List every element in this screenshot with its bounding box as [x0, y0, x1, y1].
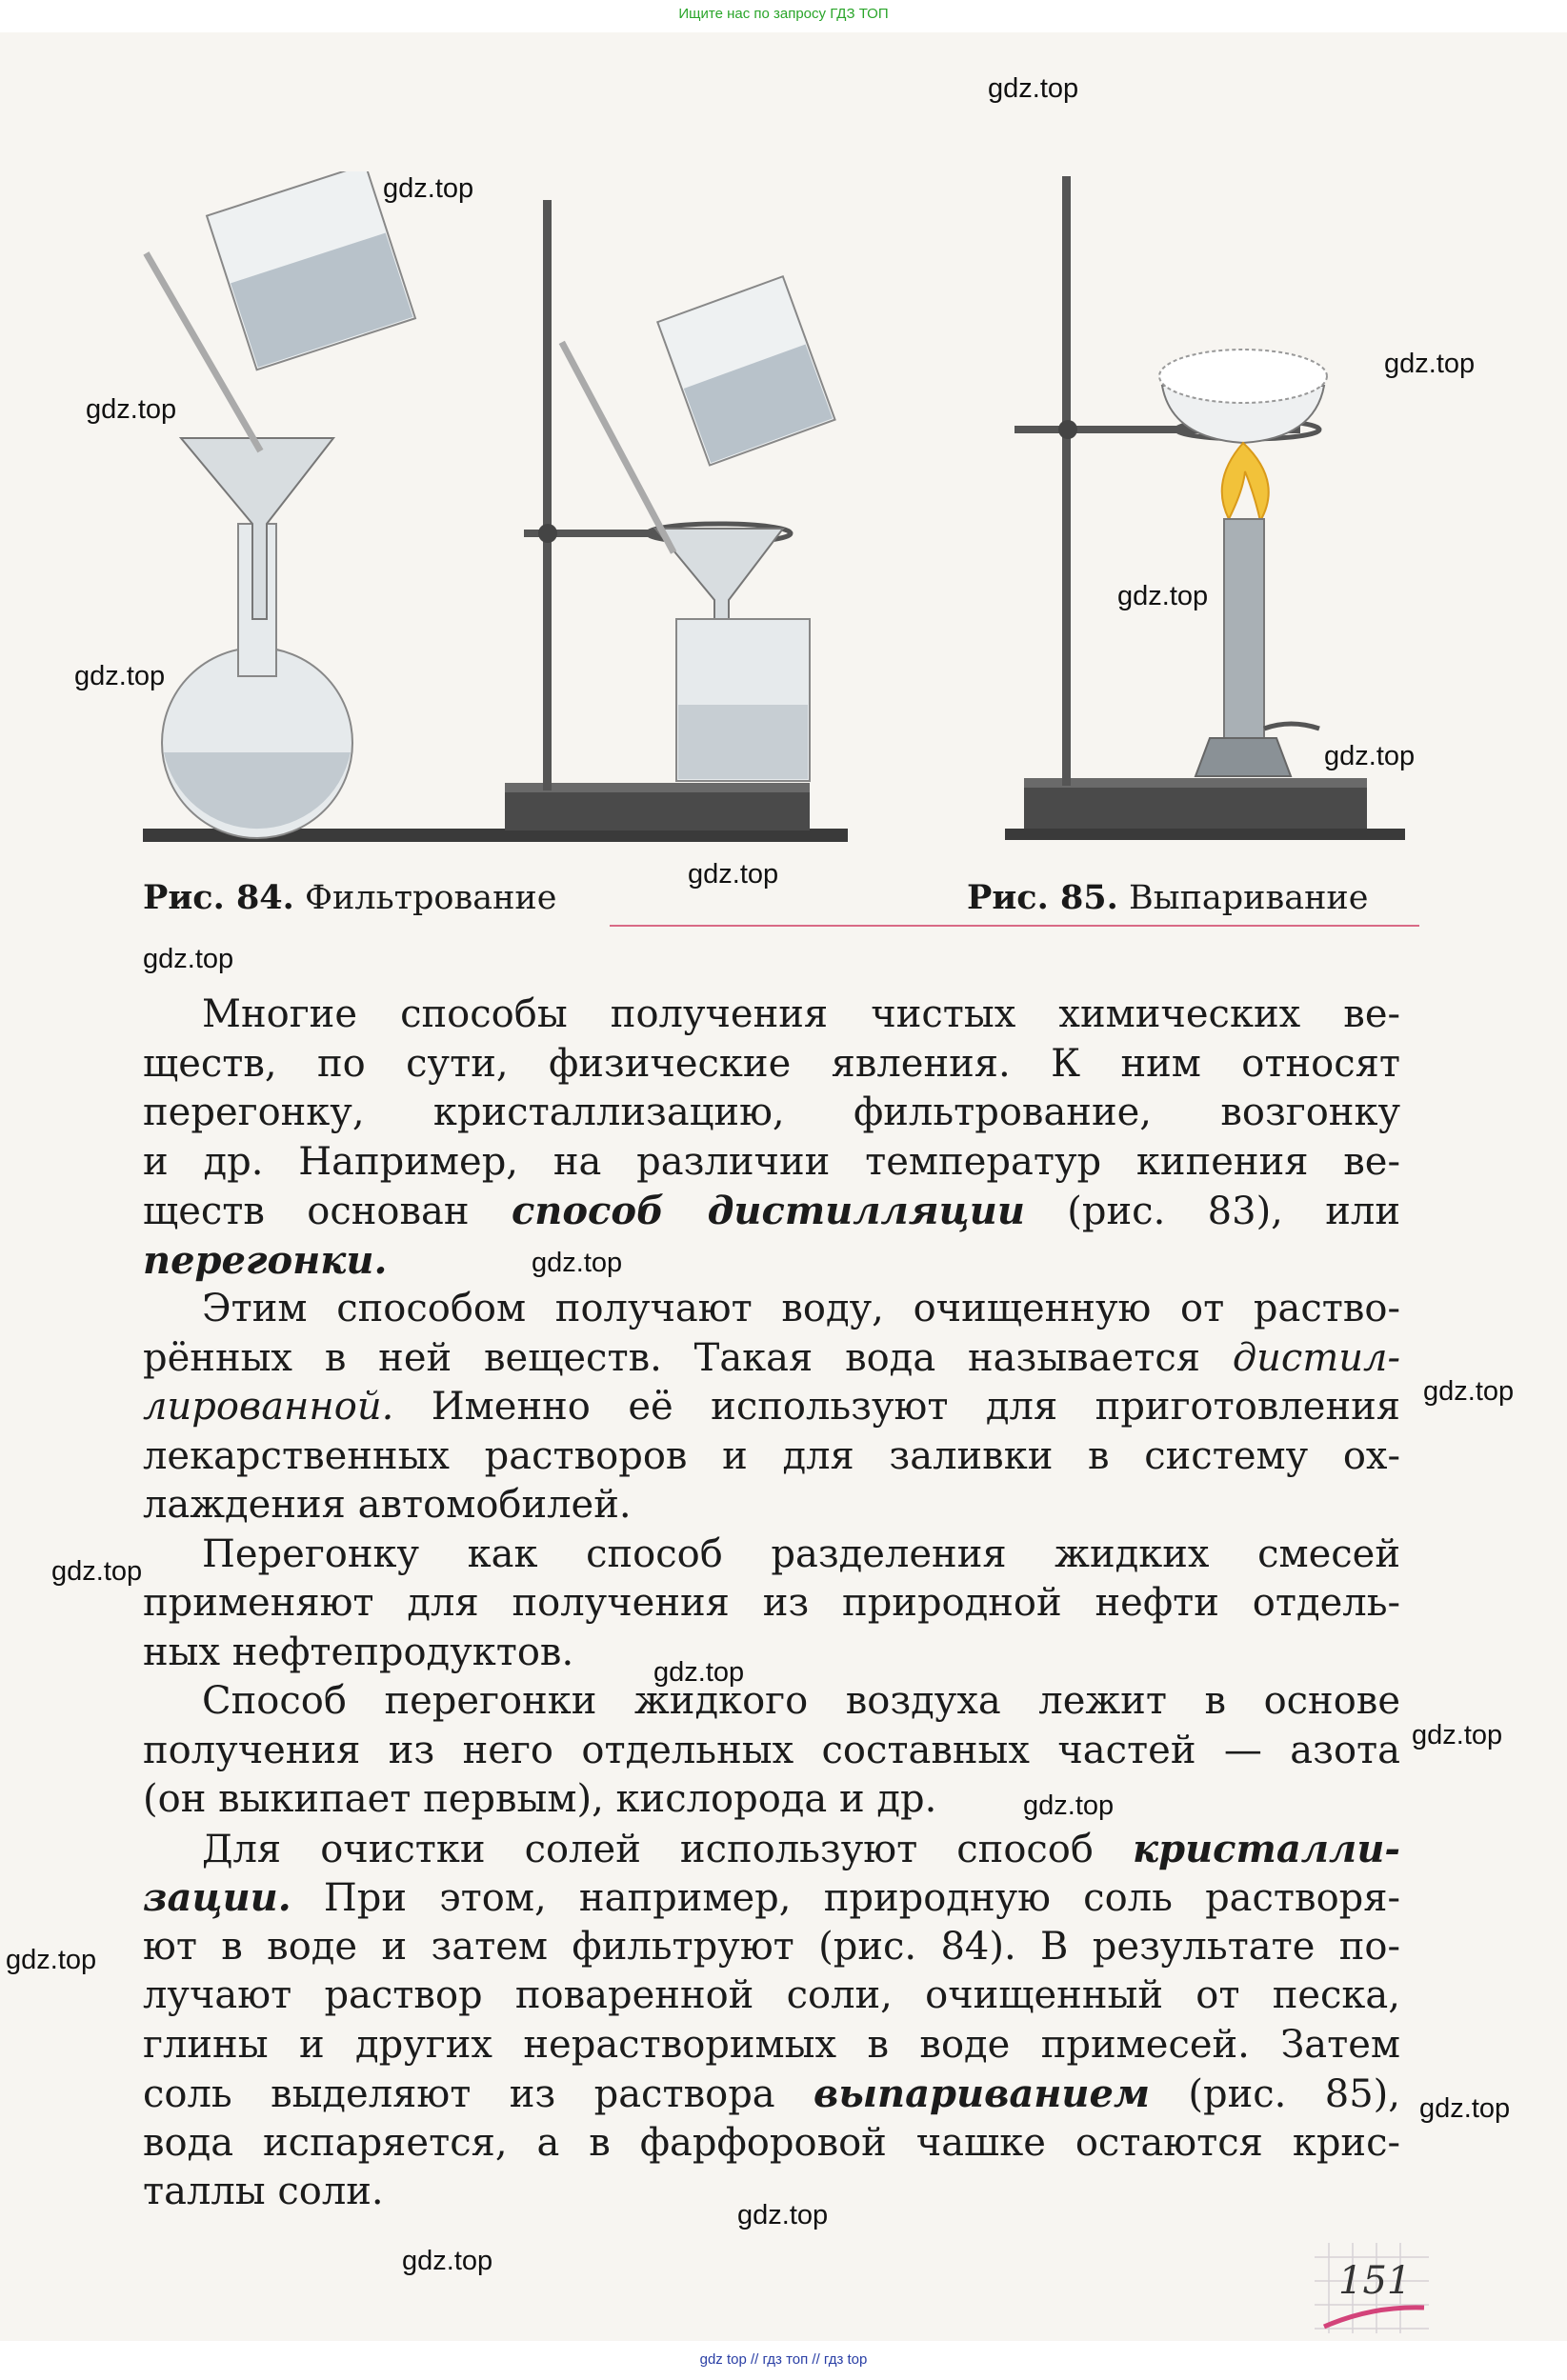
figure-84-caption [143, 878, 556, 917]
watermark: gdz.top [1423, 1376, 1515, 1407]
figure-85-label: Рис. 85. [967, 878, 1118, 917]
text-line: лекарственных растворов и для заливки в систему ох- [143, 1433, 1400, 1478]
text-line: лаждения автомобилей. [143, 1483, 632, 1527]
body-text [143, 990, 1400, 2217]
watermark: gdz.top [6, 1945, 97, 1975]
text-line [143, 1383, 1400, 1432]
filtration-illustration [143, 171, 848, 857]
text-line: и др. Например, на различии температур кипения ве- [143, 1139, 1400, 1184]
caption-rule [610, 925, 1419, 927]
text-line: (он выкипает первым), кислорода и др. [143, 1777, 937, 1821]
watermark: gdz.top [1023, 1790, 1115, 1821]
text-run: При этом, например, природную соль растворя- [323, 1876, 1401, 1920]
text-line [143, 1873, 1400, 1923]
watermark: gdz.top [74, 661, 166, 691]
figure-84-label: Рис. 84. [143, 878, 294, 917]
text-line [143, 2070, 1400, 2119]
text-line [143, 1825, 1400, 1874]
term-crystallization-cont: зации. [143, 1875, 291, 1920]
text-line: лучают раствор поваренной соли, очищенный от песка, [143, 1973, 1400, 2017]
text-line: ют в воде и затем фильтруют (рис. 84). В результате по- [143, 1924, 1400, 1969]
watermark: gdz.top [532, 1248, 623, 1278]
text-line [143, 1236, 1400, 1286]
text-line [143, 1334, 1400, 1384]
text-line: перегонку, кристаллизацию, фильтрование, возгонку [143, 1090, 1400, 1134]
text-run: (рис. 85), [1188, 2072, 1400, 2116]
watermark: gdz.top [737, 2200, 829, 2230]
top-banner: Ищите нас по запросу ГДЗ ТОП [0, 0, 1567, 32]
text-line [143, 1187, 1400, 1236]
figure-85-caption [967, 878, 1368, 917]
term-crystallization: кристалли- [1133, 1826, 1401, 1871]
text-line: применяют для получения из природной нефти отдель- [143, 1581, 1400, 1625]
term-distilled-cont: лированной. [143, 1385, 394, 1429]
text-line: Способ перегонки жидкого воздуха лежит в основе [202, 1679, 1400, 1723]
text-line: вода испаряется, а в фарфоровой чашке остаются крис- [143, 2120, 1400, 2165]
text-line: Этим способом получают воду, очищенную от раство- [202, 1287, 1400, 1330]
term-evaporation: выпариванием [814, 2071, 1150, 2116]
term-distillation: способ дистилляции [511, 1189, 1025, 1233]
figure-84-title: Фильтрование [305, 879, 557, 917]
text-line: ных нефтепродуктов. [143, 1630, 574, 1674]
watermark: gdz.top [688, 859, 779, 890]
text-run: соль выделяют из раствора [143, 2072, 775, 2116]
watermark: gdz.top [1419, 2093, 1511, 2124]
text-line: глины и других нерастворимых в воде примесей. Затем [143, 2022, 1400, 2067]
text-run: ществ основан [143, 1190, 470, 1233]
text-run: (рис. 83), или [1067, 1190, 1400, 1233]
text-line: получения из него отдельных составных частей — азота [143, 1728, 1400, 1772]
text-run: Для очистки солей используют способ [202, 1827, 1094, 1871]
figure-85-title: Выпаривание [1129, 879, 1369, 917]
watermark: gdz.top [1412, 1720, 1503, 1750]
watermark: gdz.top [383, 173, 474, 204]
text-line: Многие способы получения чистых химических ве- [202, 992, 1400, 1036]
bottom-banner: gdz top // гдз топ // гдз top [0, 2341, 1567, 2380]
watermark: gdz.top [1384, 349, 1476, 379]
page-number: 151 [1338, 2259, 1412, 2303]
watermark: gdz.top [1324, 741, 1416, 771]
watermark: gdz.top [402, 2246, 493, 2276]
watermark: gdz.top [51, 1556, 143, 1587]
figure-84-filtration [143, 171, 848, 857]
watermark: gdz.top [143, 944, 234, 974]
watermark: gdz.top [653, 1657, 745, 1688]
watermark: gdz.top [1117, 581, 1209, 611]
text-run: рённых в ней веществ. Такая вода называется [143, 1335, 1200, 1380]
watermark: gdz.top [988, 73, 1079, 104]
text-line: Перегонку как способ разделения жидких смесей [202, 1531, 1400, 1576]
term-distilled: дистил- [1232, 1335, 1401, 1380]
text-run: Именно её используют для приготовления [431, 1385, 1400, 1429]
text-line: ществ, по сути, физические явления. К ним относят [143, 1041, 1400, 1086]
text-line: таллы соли. [143, 2170, 384, 2213]
watermark: gdz.top [86, 394, 177, 425]
term-peregonka: перегонки. [143, 1237, 388, 1283]
